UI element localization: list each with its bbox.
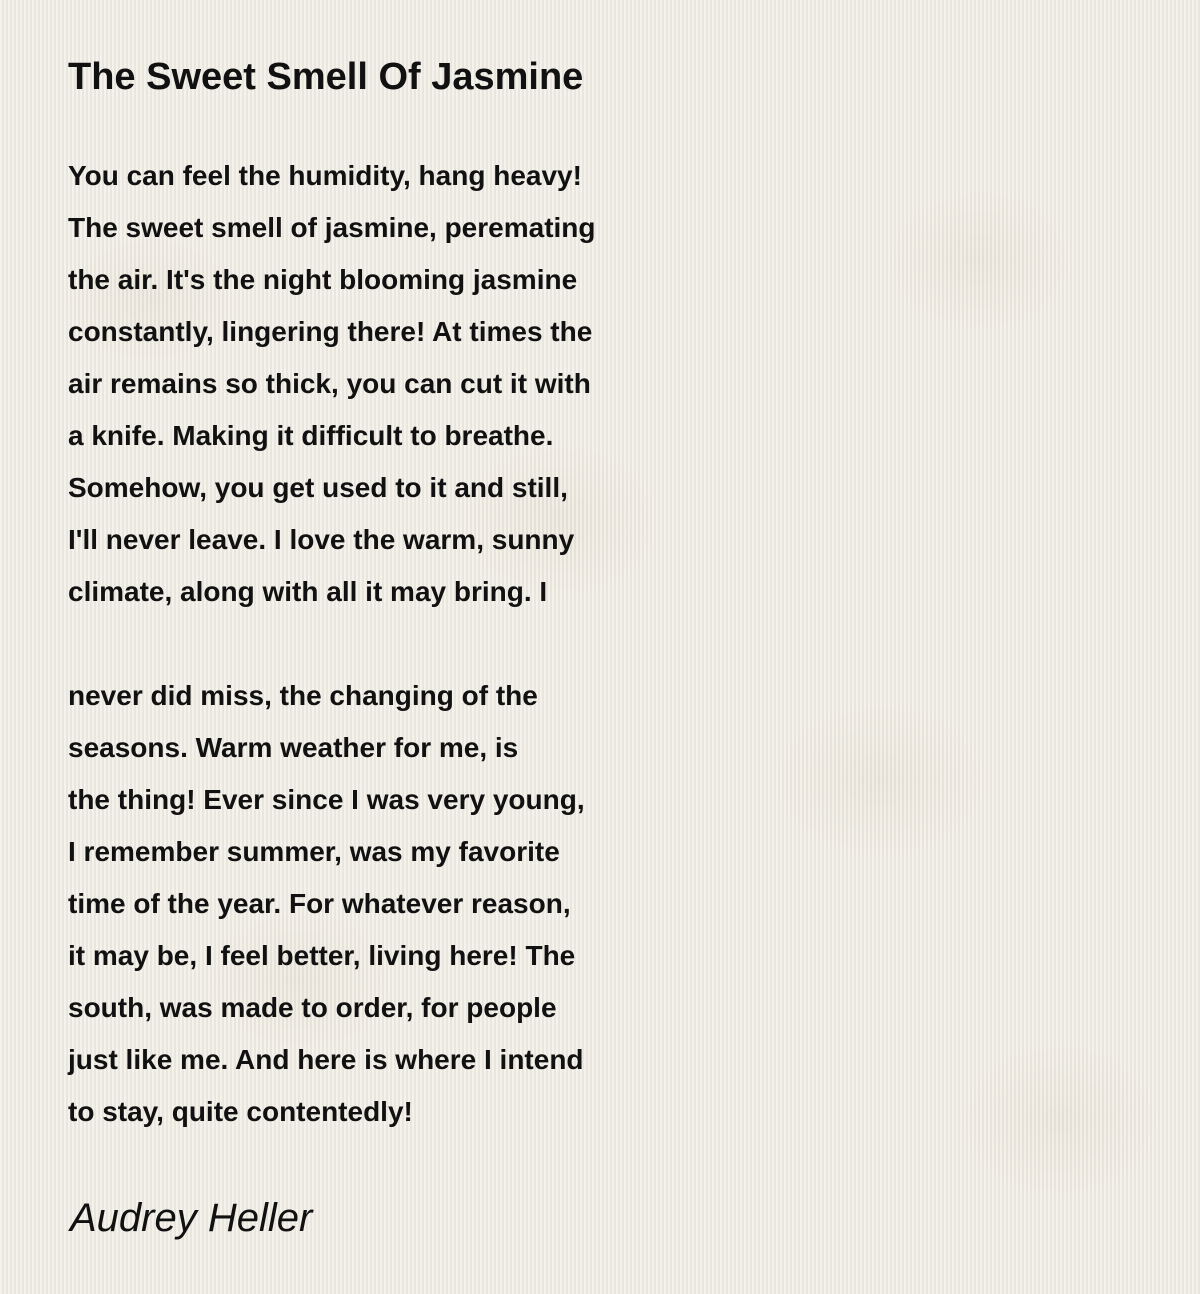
poem-line: constantly, lingering there! At times the: [68, 316, 593, 347]
poem-line: it may be, I feel better, living here! The: [68, 940, 576, 971]
poem-line: to stay, quite contentedly!: [68, 1096, 413, 1127]
poem-line: the thing! Ever since I was very young,: [68, 784, 585, 815]
stanza-1: [68, 150, 596, 618]
poem-title: The Sweet Smell Of Jasmine: [68, 56, 584, 98]
poem-line: The sweet smell of jasmine, peremating: [68, 212, 596, 243]
poem-line: Somehow, you get used to it and still,: [68, 472, 568, 503]
poem-line: time of the year. For whatever reason,: [68, 888, 571, 919]
poem-line: never did miss, the changing of the: [68, 680, 538, 711]
poem-line: a knife. Making it difficult to breathe.: [68, 420, 554, 451]
poem-author: Audrey Heller: [70, 1196, 313, 1240]
poem-line: air remains so thick, you can cut it with: [68, 368, 591, 399]
poem-line: climate, along with all it may bring. I: [68, 576, 548, 607]
poem-line: seasons. Warm weather for me, is: [68, 732, 519, 763]
poem-line: You can feel the humidity, hang heavy!: [68, 160, 582, 191]
stanza-2: [68, 670, 585, 1138]
poem-line: just like me. And here is where I intend: [68, 1044, 584, 1075]
poem-line: the air. It's the night blooming jasmine: [68, 264, 578, 295]
poem-line: I remember summer, was my favorite: [68, 836, 560, 867]
poem-line: south, was made to order, for people: [68, 992, 557, 1023]
poem-line: I'll never leave. I love the warm, sunny: [68, 524, 575, 555]
